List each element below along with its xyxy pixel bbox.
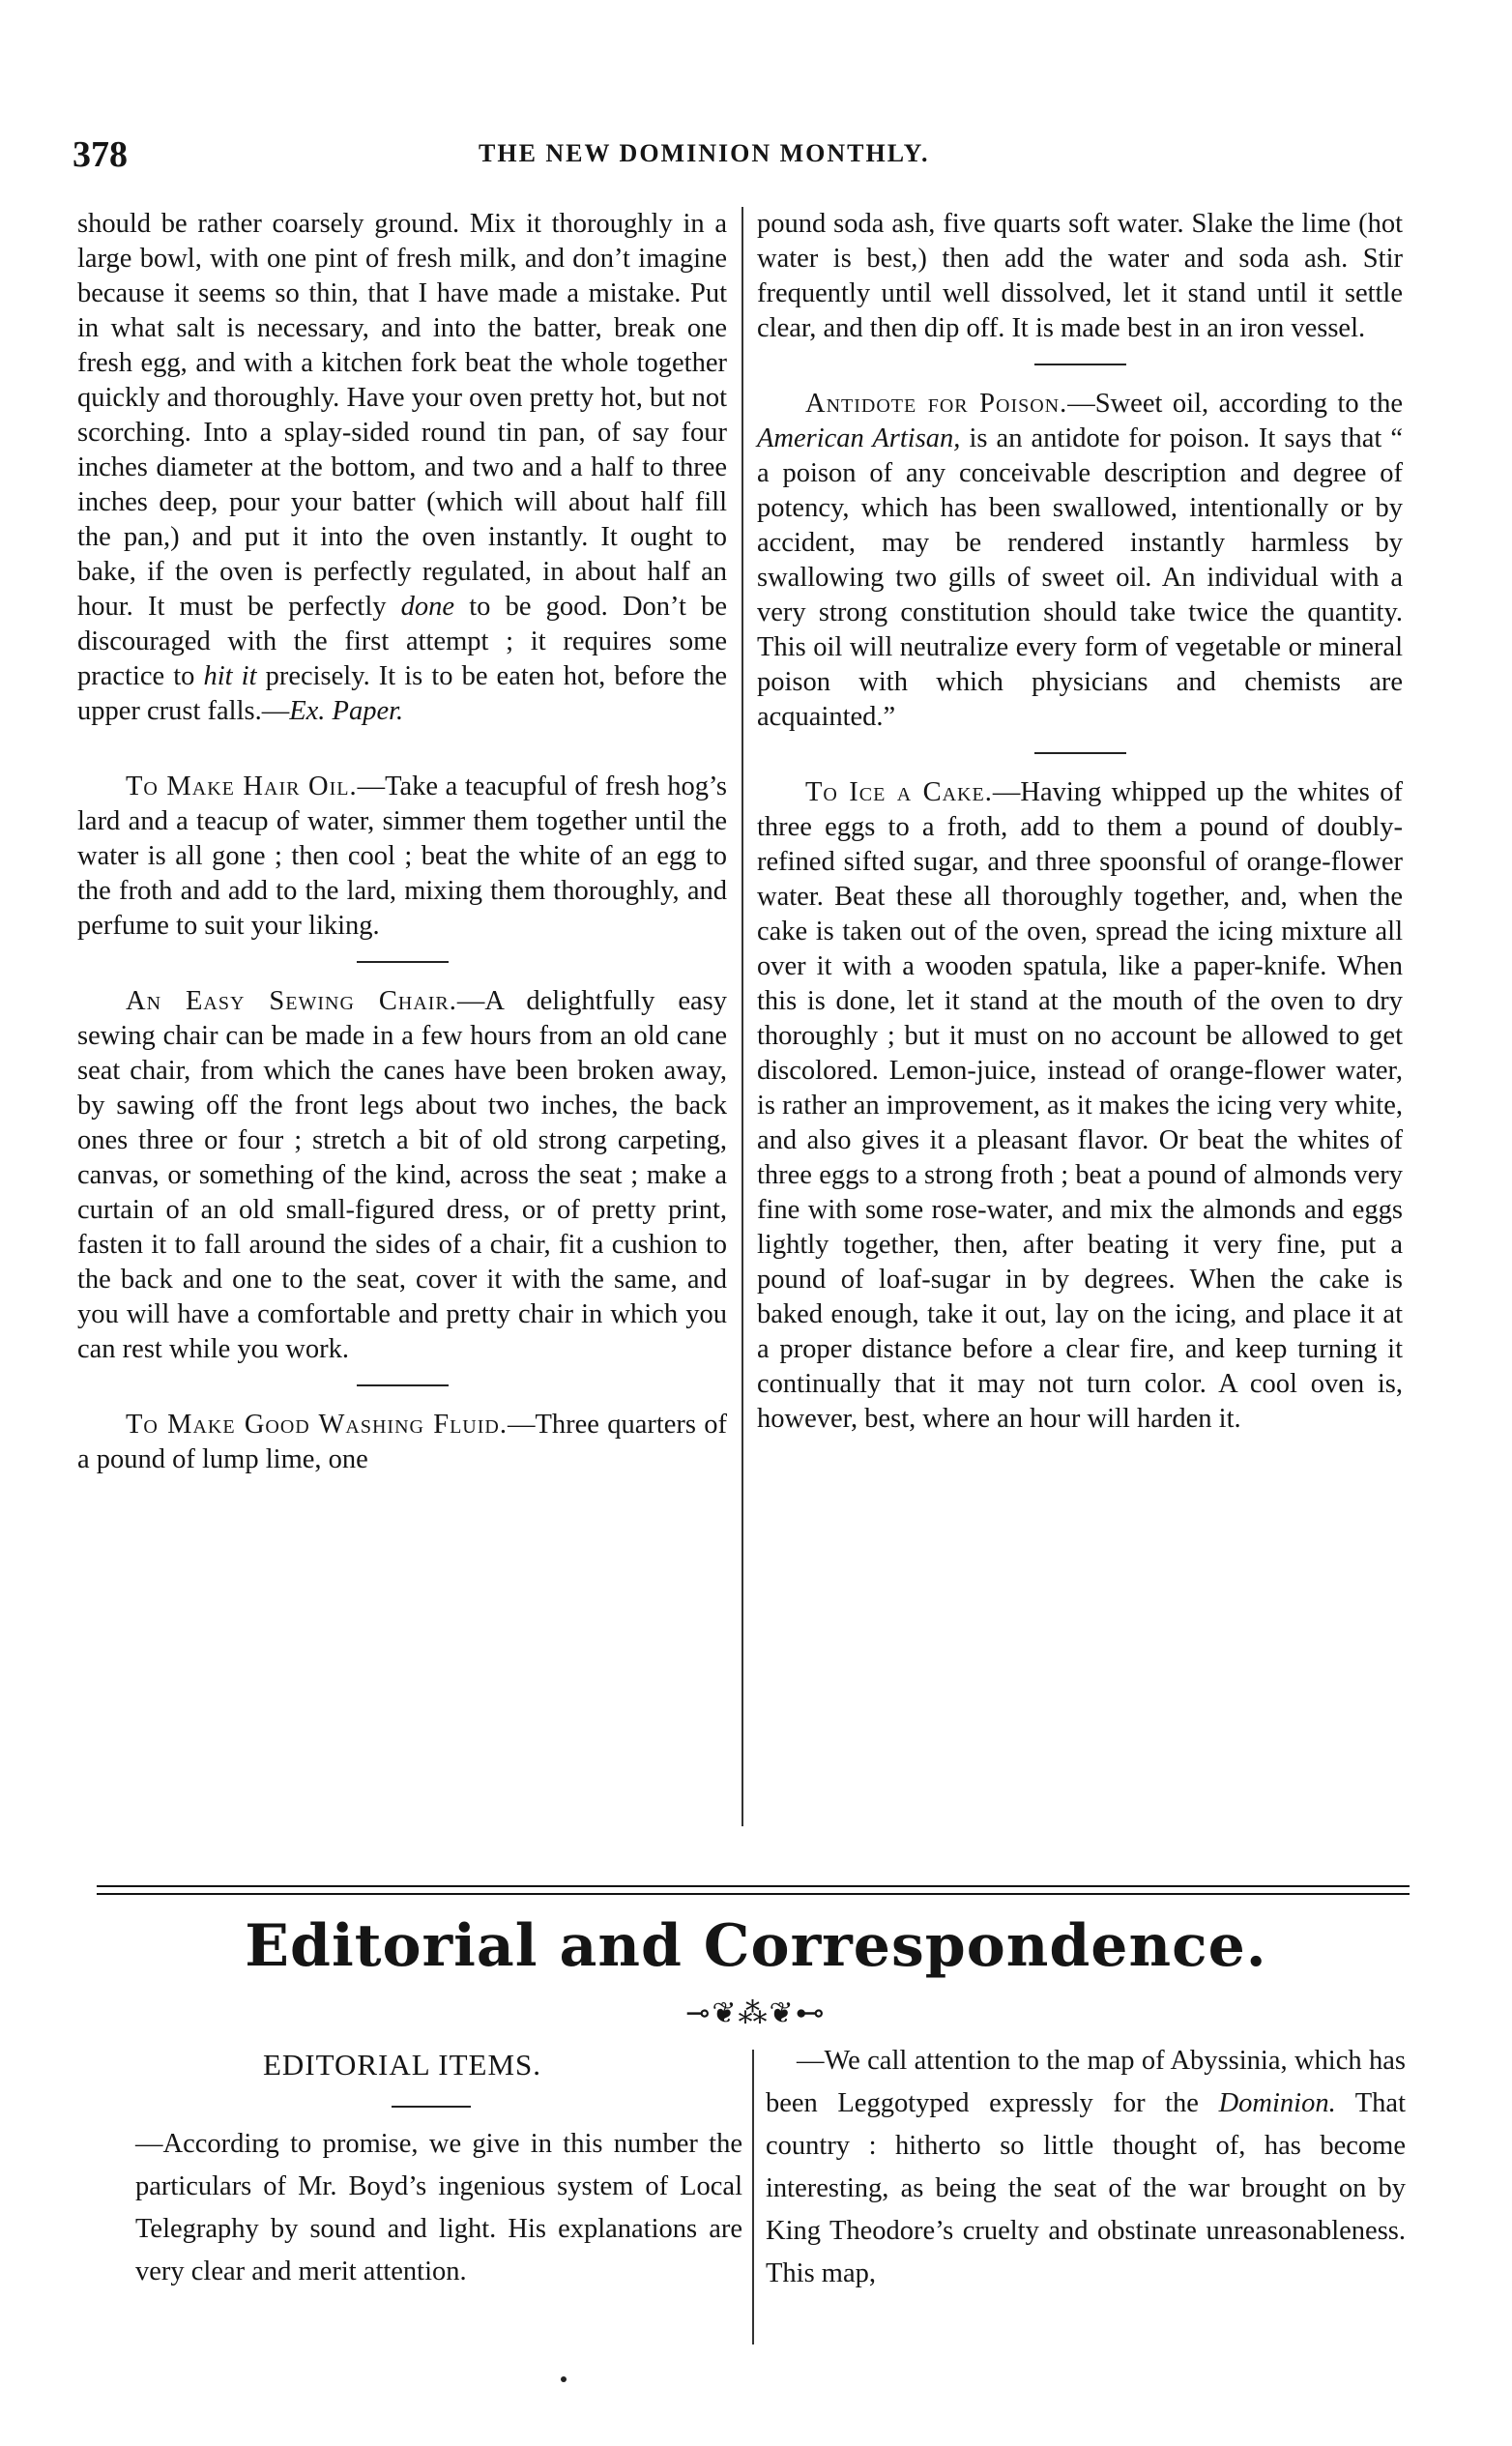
editorial-right-paragraph <box>766 2040 1406 2295</box>
paragraph-antidote <box>757 387 1403 735</box>
map-text-2: That country : hitherto so little thought of, has become interesting, as being the seat of the war brought on by King Theodore’s cruelty and obstinate unreasonableness. This map, <box>766 2088 1406 2288</box>
paragraph-bread-recipe <box>77 207 727 729</box>
section-rule-bottom <box>97 1893 1410 1895</box>
ink-dot <box>561 2376 567 2382</box>
editorial-right-column <box>766 2040 1406 2295</box>
paragraph-washing-fluid-cont <box>757 207 1403 346</box>
separator-rule <box>357 961 449 963</box>
ice-cake-body: —Having whipped up the whites of three eggs to a froth, add to them a pound of doubly-refined sifted sugar, and three spoonsful of orange-flower water. Beat these all thoroughly together, and, when the cake is taken out of the oven, spread the icing mixture all over it with a wooden spatula, like a paper-knife. When this is done, let it stand at the mouth of the oven to dry thoroughly ; but it must on no account be allowed to get discolored. Lemon-juice, instead of orange-flower water, is rather an improvement, as it makes the icing very white, and also gives it a pleasant flavor. Or beat the whites of three eggs to a strong froth ; beat a pound of almonds very fine with some rose-water, and mix the almonds and eggs lightly together, then, after beating it very fine, put a pound of loaf-sugar in by degrees. When the cake is baked enough, take it out, lay on the icing, and place it at a proper distance before a clear fire, and keep turning it continually that it may not turn color. A cool oven is, however, best, where an hour will harden it. <box>757 777 1403 1434</box>
sewing-chair-title: An Easy Sewing Chair. <box>126 986 457 1016</box>
antidote-text-2: is an antidote for poison. It says that “ a poison of any conceivable description and degree of potency, which has been swallowed, intentionally or by accident, may be rendered instantly harmless by swallowing two gills of sweet oil. An individual with a very strong constitution should take twice the quantity. This oil will neutralize every form of vegetable or mineral poison with which physicians and chemists are acquainted.” <box>757 423 1403 732</box>
bread-text-3: precisely. It is to be eaten hot, before the upper crust falls.— <box>77 661 728 726</box>
hair-oil-title: To Make Hair Oil. <box>126 772 358 801</box>
antidote-text-1: —Sweet oil, according to the <box>1067 389 1403 419</box>
bread-text-2: to be good. Don’t be discouraged with the first attempt ; it requires some practice to <box>77 592 727 691</box>
separator-rule <box>357 1384 449 1386</box>
column-divider <box>741 207 743 1826</box>
hair-oil-body: —Take a teacupful of fresh hog’s lard and a teacup of water, simmer them together until the water is all gone ; then cool ; beat the white of an egg to the froth and add to the lard, mixing them thoroughly, and perfume to suit your liking. <box>77 772 728 941</box>
paragraph-hair-oil <box>77 770 727 944</box>
editorial-left-column <box>135 2123 742 2293</box>
washing-fluid-title: To Make Good Washing Fluid. <box>126 1410 508 1440</box>
source-ex-paper: Ex. Paper. <box>289 696 404 726</box>
right-column <box>757 207 1403 1437</box>
separator-rule <box>392 2106 471 2108</box>
sewing-chair-body: —A delightfully easy sewing chair can be made in a few hours from an old cane seat chair, from which the canes have been broken away, by sawing off the front legs about two inches, the back ones three or four ; stretch a bit of old strong carpeting, canvas, or something of the kind, across the seat ; make a curtain of an old small-figured dress, or of pretty print, fasten it to fall around the sides of a chair, fit a cushion to the back and one to the seat, cover it with the same, and you will have a comfortable and pretty chair in which you can rest while you work. <box>77 986 727 1364</box>
paragraph-washing-fluid <box>77 1408 727 1477</box>
antidote-title: Antidote for Poison. <box>805 389 1068 419</box>
separator-rule <box>1034 364 1126 365</box>
washing-fluid-continued: pound soda ash, five quarts soft water. Slake the lime (hot water is best,) then add the water and soda ash. Stir frequently until well dissolved, let it stand until it settle clear, and then dip off. It is made best in an iron vessel. <box>757 209 1403 343</box>
section-rule-top <box>97 1885 1410 1887</box>
emphasis-dominion: Dominion. <box>1218 2088 1336 2118</box>
left-column <box>77 207 727 1477</box>
separator-rule <box>1034 752 1126 754</box>
source-american-artisan: American Artisan, <box>757 423 961 453</box>
paragraph-ice-cake <box>757 775 1403 1437</box>
page-number: 378 <box>73 134 128 175</box>
emphasis-hit-it: hit it <box>203 661 257 691</box>
column-divider <box>752 2050 754 2344</box>
journal-title: THE NEW DOMINION MONTHLY. <box>479 139 930 167</box>
editorial-left-paragraph: —According to promise, we give in this number the particulars of Mr. Boyd’s ingenious system of Local Telegraphy by sound and light. His explanations are very clear and merit attention. <box>135 2129 742 2286</box>
map-text-1: —We call attention to the map of Abyssinia, which has been Leggotyped expressly for the <box>766 2046 1406 2118</box>
section-title: Editorial and Correspondence. <box>245 1912 1267 1980</box>
ornament-icon: ⊸❦⁂❦⊷ <box>685 1997 827 2029</box>
washing-fluid-body: —Three quarters of a pound of lump lime, one <box>77 1410 728 1474</box>
bread-text-1: should be rather coarsely ground. Mix it thoroughly in a large bowl, with one pint of fresh milk, and don’t imagine because it seems so thin, that I have made a mistake. Put in what salt is necessary, and into the batter, break one fresh egg, and with a kitchen fork beat the whole together quickly and thoroughly. Have your oven pretty hot, but not scorching. Into a splay-sided round tin pan, of say four inches diameter at the bottom, and two and a half to three inches deep, pour your batter (which will about half fill the pan,) and put it into the oven instantly. It ought to bake, if the oven is perfectly regulated, in about half an hour. It must be perfectly <box>77 209 727 622</box>
paragraph-sewing-chair <box>77 984 727 1367</box>
editorial-items-heading: EDITORIAL ITEMS. <box>262 2048 542 2082</box>
emphasis-done: done <box>400 592 455 622</box>
ice-cake-title: To Ice a Cake. <box>805 777 993 807</box>
